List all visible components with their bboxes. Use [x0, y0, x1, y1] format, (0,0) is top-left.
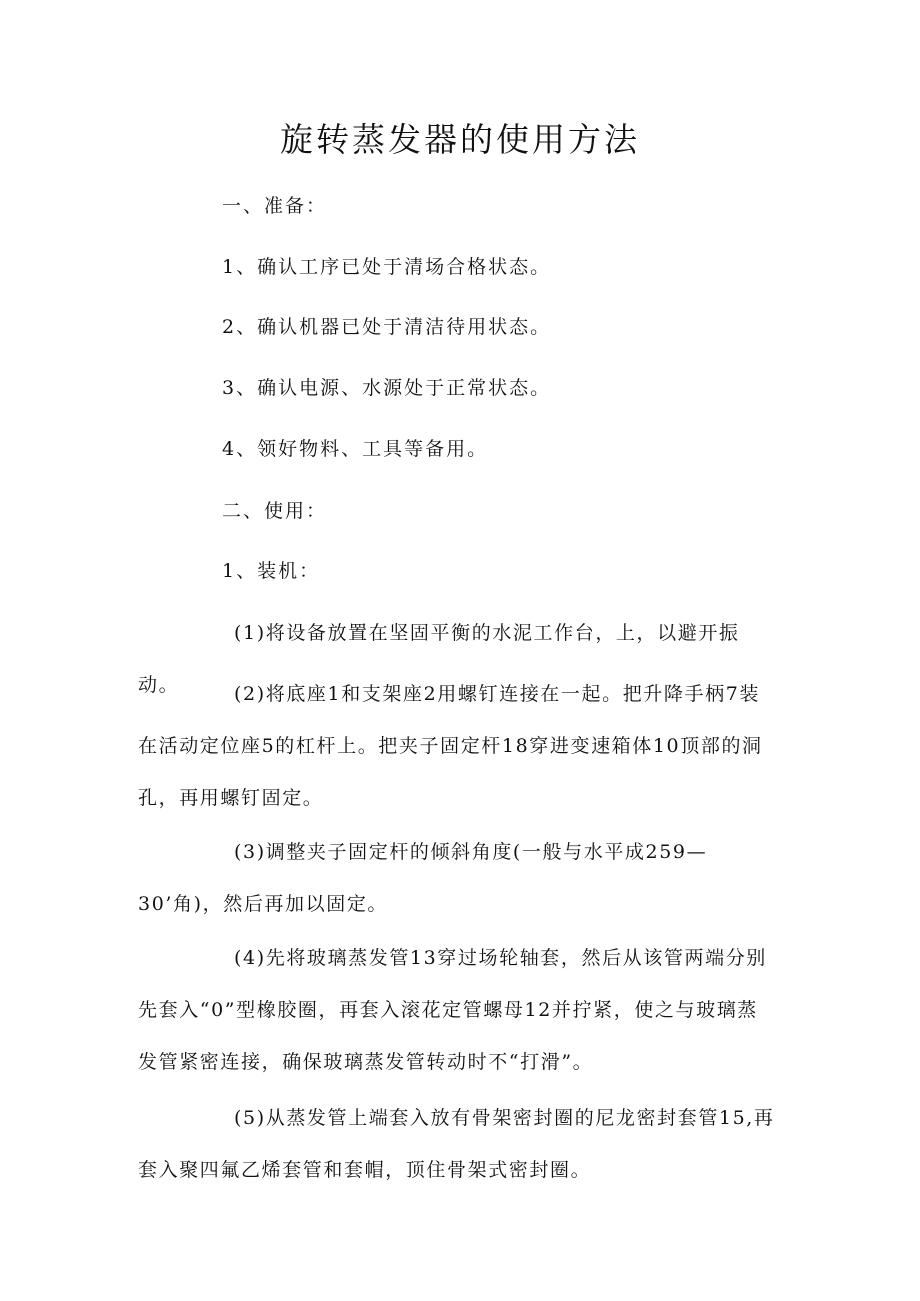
- list-item: 1、确认工序已处于清场合格状态。: [222, 256, 552, 278]
- list-item: 3、确认电源、水源处于正常状态。: [222, 377, 552, 399]
- paragraph-step-2: (2)将底座1和支架座2用螺钉连接在一起。把升降手柄7装在活动定位座5的杠杆上。把夹子固定杆18穿进变速箱体10顶部的洞孔，再用螺钉固定。: [138, 683, 763, 809]
- section-heading-usage: 二、使用：: [222, 500, 328, 522]
- paragraph-step-1: (1)将设备放置在坚固平衡的水泥工作台，上，以避开振动。: [138, 622, 740, 696]
- list-item: 2、确认机器已处于清洁待用状态。: [222, 316, 552, 338]
- paragraph-step-4: (4)先将玻璃蒸发管13穿过场轮轴套，然后从该管两端分别先套入“0”型橡胶圈，再套入滚花定管螺母12并拧紧，使之与玻璃蒸发管紧密连接，确保玻璃蒸发管转动时不“打滑”。: [138, 947, 767, 1073]
- paragraph-step-3: (3)调整夹子固定杆的倾斜角度(一般与水平成259—30’角)，然后再加以固定。: [138, 841, 708, 915]
- document-title: 旋转蒸发器的使用方法: [280, 120, 640, 159]
- list-item: 4、领好物料、工具等备用。: [222, 438, 489, 460]
- subsection-heading-assembly: 1、装机：: [222, 560, 321, 582]
- section-heading-preparation: 一、准备：: [222, 195, 328, 217]
- paragraph-step-5: (5)从蒸发管上端套入放有骨架密封圈的尼龙密封套管15,再套入聚四氟乙烯套管和套帽，顶住骨架式密封圈。: [138, 1107, 775, 1181]
